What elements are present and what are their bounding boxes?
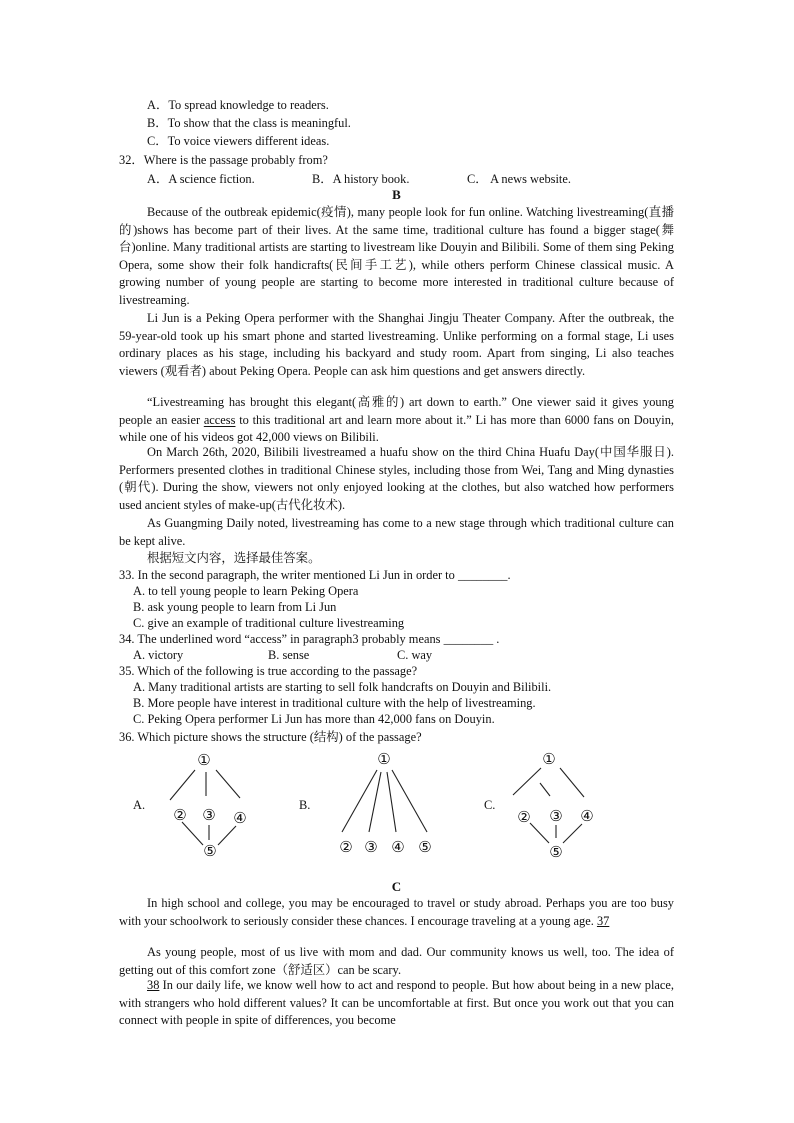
b-paragraph-5: As Guangming Daily noted, livestreaming has come to a new stage through which traditional culture can be kept alive. bbox=[119, 516, 674, 548]
b-paragraph-3: “Livestreaming has brought this elegant(高雅的) art down to earth.” One viewer said it gives young people an easier access to this traditional art and learn more about it.” Li has more than 6000 fans on Douyin, while one of his videos got 42,000 views on Bilibili. bbox=[119, 395, 674, 445]
diagram-c-node-5: ⑤ bbox=[549, 843, 563, 861]
q35-option-b: B. More people have interest in traditional culture with the help of livestreaming. bbox=[133, 696, 536, 710]
diagram-b-node-1: ① bbox=[377, 750, 391, 768]
q34-option-b: B. sense bbox=[268, 648, 310, 662]
q32-stem: 32．Where is the passage probably from? bbox=[119, 153, 328, 167]
q33-option-c: C. give an example of traditional culture livestreaming bbox=[133, 616, 405, 630]
c-paragraph-2: As young people, most of us live with mom and dad. Our community knows us well, too. The idea of getting out of this comfort zone（舒适区）can be scary. bbox=[119, 945, 674, 977]
q35-option-c: C. Peking Opera performer Li Jun has more than 42,000 fans on Douyin. bbox=[133, 712, 495, 726]
diagram-c-node-3: ③ bbox=[549, 807, 563, 825]
b-paragraph-1: Because of the outbreak epidemic(疫情), many people look for fun online. Watching livestreaming(直播的)shows has become part of their lives. At the same time, traditional culture has found a bigger stage(舞台)online. Many traditional artists are starting to livestream like Douyin and Bilibili. Some of them sing Peking Opera, some show their folk handicrafts(民间手工艺), while others perform Chinese classical music. A growing number of young people are starting to become more interested in traditional culture because of livestreaming. bbox=[119, 205, 674, 307]
q32-option-c: C． A news website. bbox=[467, 172, 571, 186]
diagram-a-node-5: ⑤ bbox=[203, 842, 217, 860]
q31-option-c: C．To voice viewers different ideas. bbox=[147, 134, 330, 148]
diagram-a-node-1: ① bbox=[197, 751, 211, 769]
diagram-a-label: A. bbox=[133, 798, 146, 812]
diagram-b-node-5: ⑤ bbox=[418, 838, 432, 856]
q34-option-a: A. victory bbox=[133, 648, 184, 662]
c-paragraph-3: 38 In our daily life, we know well how to act and respond to people. But how about being in a new place, with strangers who hold different values? It can be uncomfortable at first. But once you work out that you can connect with people in spite of differences, you become bbox=[119, 978, 674, 1028]
q31-option-a: A．To spread knowledge to readers. bbox=[147, 98, 329, 112]
diagram-c-label: C. bbox=[484, 798, 496, 812]
diagram-b-node-2: ② bbox=[339, 838, 353, 856]
section-c-label: C bbox=[391, 879, 402, 894]
q32-option-b: B．A history book. bbox=[312, 172, 410, 186]
diagram-b-node-4: ④ bbox=[391, 838, 405, 856]
q35-stem: 35. Which of the following is true according to the passage? bbox=[119, 664, 418, 678]
q35-option-a: A. Many traditional artists are starting to sell folk handcrafts on Douyin and Bilibili. bbox=[133, 680, 552, 694]
b-paragraph-4: On March 26th, 2020, Bilibili livestreamed a huafu show on the third China Huafu Day(中国华服日). Performers presented clothes in traditional Chinese styles, including those from Wei, Tang and Ming dynasties (朝代). During the show, viewers not only enjoyed looking at the clothes, but also watched how performers used ancient styles of make-up(古代化妆术). bbox=[119, 445, 674, 512]
blank-37: 37 bbox=[596, 913, 610, 928]
diagram-b-node-3: ③ bbox=[364, 838, 378, 856]
diagram-b-label: B. bbox=[299, 798, 311, 812]
q32-option-a: A．A science fiction. bbox=[147, 172, 255, 186]
q34-option-c: C. way bbox=[397, 648, 433, 662]
diagram-c-node-4: ④ bbox=[580, 807, 594, 825]
diagram-a-node-3: ③ bbox=[202, 806, 216, 824]
diagram-c-node-1: ① bbox=[542, 750, 556, 768]
c-paragraph-1: In high school and college, you may be encouraged to travel or study abroad. Perhaps you are too busy with your schoolwork to seriously consider these chances. I encourage traveling at a young age. 37 bbox=[119, 895, 674, 930]
blank-38: 38 bbox=[147, 978, 160, 992]
section-b-label: B bbox=[392, 187, 401, 202]
q33-option-b: B. ask young people to learn from Li Jun bbox=[133, 600, 337, 614]
b-paragraph-2: Li Jun is a Peking Opera performer with the Shanghai Jingju Theater Company. After the outbreak, the 59-year-old took up his smart phone and started livestreaming. Unlike performing on a formal stage, Li uses ordinary places as his stage, including his backyard and study room. Apart from singing, Li also teaches viewers (观看者) about Peking Opera. People can ask him questions and get answers directly. bbox=[119, 311, 674, 378]
instruction: 根据短文内容，选择最佳答案。 bbox=[147, 551, 321, 565]
diagram-a-node-4: ④ bbox=[233, 809, 247, 827]
q36-stem: 36. Which picture shows the structure (结构) of the passage? bbox=[119, 730, 422, 744]
q31-option-b: B．To show that the class is meaningful. bbox=[147, 116, 351, 130]
diagram-a-node-2: ② bbox=[173, 806, 187, 824]
q33-stem: 33. In the second paragraph, the writer mentioned Li Jun in order to ________. bbox=[119, 568, 511, 582]
q33-option-a: A. to tell young people to learn Peking Opera bbox=[133, 584, 359, 598]
q34-stem: 34. The underlined word “access” in paragraph3 probably means ________ . bbox=[119, 632, 500, 646]
underlined-word-access: access bbox=[203, 412, 236, 427]
diagram-c-node-2: ② bbox=[517, 808, 531, 826]
